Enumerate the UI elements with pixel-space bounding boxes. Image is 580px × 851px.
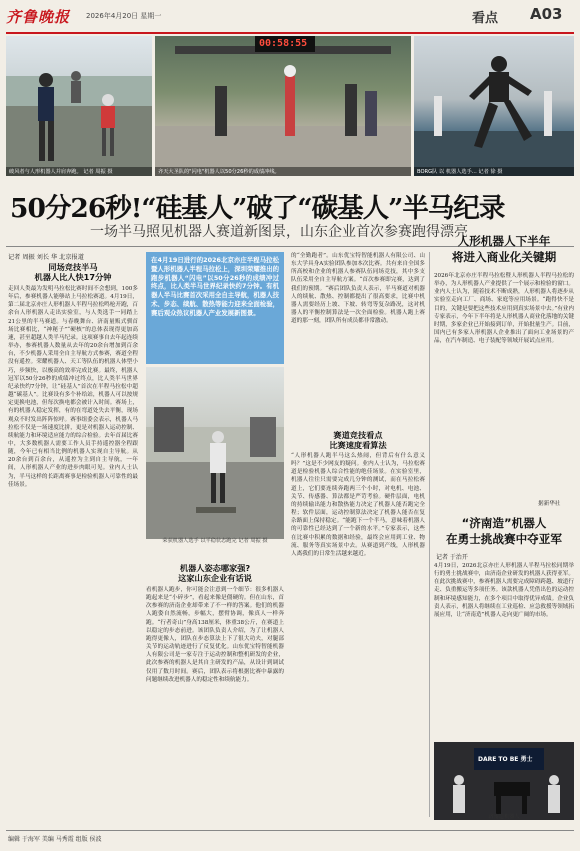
top-rule [6, 32, 574, 34]
right-byline: 记者 于治开 [436, 554, 468, 561]
editorial-credits: 编辑 于海军 美编 马秀霞 组版 侯波 [8, 836, 102, 843]
photo-scene [146, 367, 284, 539]
issue-date: 2026年4月20日 星期一 [86, 12, 162, 20]
right-body-2: 4月19日，2026北京亦庄人形机器人半程马拉松同期举行的勇士挑战赛中，由济南企业研发的机器人获得亚军。在此次挑战赛中，参赛机器人需要完成障碍跨越、坡道行走、负重搬运等多项任务。该款机器人凭借出色的运动控制和环境感知能力，在多个项目中取得优异成绩。企业负责人表示，机器人将继续在工业巡检、应急救援等领域拓展应用，让“济南造”机器人走向更广阔的市场。 [434, 563, 574, 618]
right-headline-2: “济南造”机器人 在勇士挑战赛中夺亚军 [446, 516, 562, 546]
masthead [0, 0, 580, 36]
column2-subtitle: 机器人姿态哪家强? 这家山东企业有话说 [178, 563, 252, 583]
column-divider [429, 252, 430, 817]
photo-caption: BORG队 以 机器人选手... 记者 徐 摄 [414, 167, 574, 176]
section-name: 看点 [472, 11, 499, 26]
photo-finish-line [155, 36, 411, 176]
page-number: A03 [530, 5, 563, 23]
photo-scene [6, 36, 152, 176]
article-byline: 记者 周振 刘长 华 北京报道 [8, 254, 84, 261]
column3-subtitle: 赛道竞技看点 比赛速度看算法 [329, 430, 387, 450]
sub-headline: 一场半马照见机器人赛道新图景，山东企业首次参赛跑得漂亮 [90, 224, 468, 240]
photo-robot-running [414, 36, 574, 176]
summary-box: 在4月19日进行的2026北京亦庄半程马拉松暨人形机器人半程马拉松上，深圳荣耀推出的跑步机器人“闪电”以50分26秒的成绩冲过终点，比人类半马世界纪录快约7分钟。有机器人半马比赛首次采用全自主导航，机器人技术、步态、续航、散热等能力迎来全面检验，赛后观众热议机器人产业发展新图景。 [146, 252, 284, 364]
column1-subtitle: 同场竞技半马 机器人比人快17分钟 [34, 262, 112, 282]
event-board-text: DARE TO BE 勇士 [478, 756, 533, 763]
photo-caption: 荣获机器人选手 以平稳状态跑完 记者 周振 摄 [162, 538, 268, 544]
photo-caption: 破风者与人形机器人并肩奔跑。 记者 周振 摄 [6, 167, 152, 176]
right-headline-1: 人形机器人下半年 将进入商业化关键期 [451, 234, 557, 264]
main-headline: 50分26秒!“硅基人”破了“碳基人”半马纪录 [10, 193, 505, 224]
column3-body-bottom: “人形机器人跑半马这么热闹，但背后有什么意义吗？”这是不少网友的疑问。业内人士认为，马拉松赛道是检验机器人综合性能的绝佳场景。在实验室里，机器人往往只需要完成几分钟的测试，而在马拉松赛道上，它们要连续奔跑两三个小时，对电机、电池、关节、传感器、算法都是严苛考验。硬件层面，电机的持续输出能力和散热能力决定了机器人能否跑完全程；软件层面，运动控制算法决定了机器人能否在复杂路面上保持稳定。“能跑下一个半马，意味着机器人的可靠性已经达到了一个新的水平。”专家表示，这些在比赛中积累的数据和经验，最终会应用到工业、物流、服务等真实场景中去。从赛道到产线，人形机器人离我们的日常生活越来越近。 [291, 453, 425, 557]
photo-award-robot [434, 742, 574, 820]
source-credit: 据新华社 [538, 501, 561, 507]
photo-scene [414, 36, 574, 176]
newspaper-logo: 齐鲁晚报 [6, 8, 71, 26]
photo-robot-on-road [146, 367, 284, 539]
column3-body-top: 的“全勤跑者”。山东优宝特智能机器人有限公司、山东大学具身A实验团队参加本次比赛。共有来自全国多所高校和企业的机器人参赛队伍同场竞技，其中多支队伍采用全自主导航方案。“首次参赛即完赛，达到了我们的预期。“赛后团队负责人表示，半马赛道对机器人的续航、散热、控制都提出了很高要求，比赛中机器人需要经历上坡、下坡、转弯等复杂路况，这对机器人的平衡控制算法是一次全面检验。机器人跑上赛道的那一刻，团队所有成员都非常激动。 [291, 253, 425, 325]
race-timer: 00:58:55 [259, 38, 308, 49]
photo-runner-with-robot [6, 36, 152, 176]
right-body-1: 2026年北京亦庄半程马拉松暨人形机器人半程马拉松的举办，为人形机器人产业提供了一个展示和检验的窗口。业内人士认为，随着技术不断成熟，人形机器人将逐步从实验室走向工厂、商场、家庭等应用场景。“跑得快不是目的，关键是要把这些技术应用到真实场景中去。”有业内专家表示，今年下半年将是人形机器人商业化落地的关键时期，多家企业已开始接到订单，开始批量生产。目前，国内已有多家人形机器人企业推出了面向工业场景的产品，在汽车制造、电子装配等领域开展试点应用。 [434, 273, 574, 345]
photo-caption: 齐天大圣队的"闪电"机器人以50分26秒的成绩冲线。 [155, 167, 411, 176]
footer-rule [6, 830, 574, 831]
photo-scene [155, 36, 411, 176]
column1-body: 走回人类最为发明马拉松比赛时间不会想到，100多年后，参赛机器人能够站上马拉松赛道。4月19日，第二届北京亦庄人形机器人半程马拉松鸣枪开跑，百余台人形机器人走出实验室，与人类选手一同踏上21公里的半马赛道。与春晚舞台、济南量贩式驯首场比赛相比，“神秘子”“硬核”的总体表现得更加高速，甚至超越人类半马纪录。这项赛事自去年起连续举办，参赛机器人数量从去年的20余台增加到百余台，不少机器人采用全自主导航方式参赛，赛道全程没有遥控。荣耀机器人、天工等队伍的机器人体型小巧，步频快，以极高的效率完成比赛。最终，机器人冠军以50分26秒的成绩冲过终点，比人类半马世界纪录快约7分钟，让“硅基人”首次在半程马拉松中超越“碳基人”。比赛设有多个补给站，机器人可以按规定更换电池，但每次换电都会被计入时间。赛场上，有的机器人稳定发挥，有的在弯道处失去平衡，现场观众不时发出阵阵惊呼。赛事组委会表示，机器人马拉松不仅是一场速度比拼，更是对机器人运动控制、续航能力和环境适应能力的综合检验。去年首届比赛中，大多数机器人需要工作人员手持遥控器全程跟随，今年已有相当比例的机器人实现自主导航。从20余台到百余台，从遥控为主到自主导航，一年间，人形机器人产业的进步肉眼可见。业内人士认为，半马这样的长距离赛事是检验机器人可靠性的最佳场景。 [8, 286, 138, 488]
photo-caption: 济南造机器人 [488, 814, 520, 820]
column2-body: 看机器人跑步，你可能会注意到一个细节：很多机器人跑起来是“小碎步”，看起来像是僵硬的。但在山东，首次参赛的济南企业却带来了不一样的答案。他们的机器人跑姿自然流畅，步幅大，摆臂协调，像真人一样奔跑。“行者奇山”身高138厘米，体重38公斤，在赛道上以稳定的步态前进。该团队负责人介绍，为了让机器人跑得更像人，团队在步态算法上下了很大功夫，对腿部关节的运动轨迹进行了反复优化。山东优宝特智能机器人有限公司是一家专注于运动控制和整机研发的企业，此次参赛的机器人是其自主研发的产品，从设计到调试仅用了数月时间。赛后，团队表示将根据比赛中暴露的问题继续改进机器人的稳定性和续航能力。 [146, 587, 284, 683]
